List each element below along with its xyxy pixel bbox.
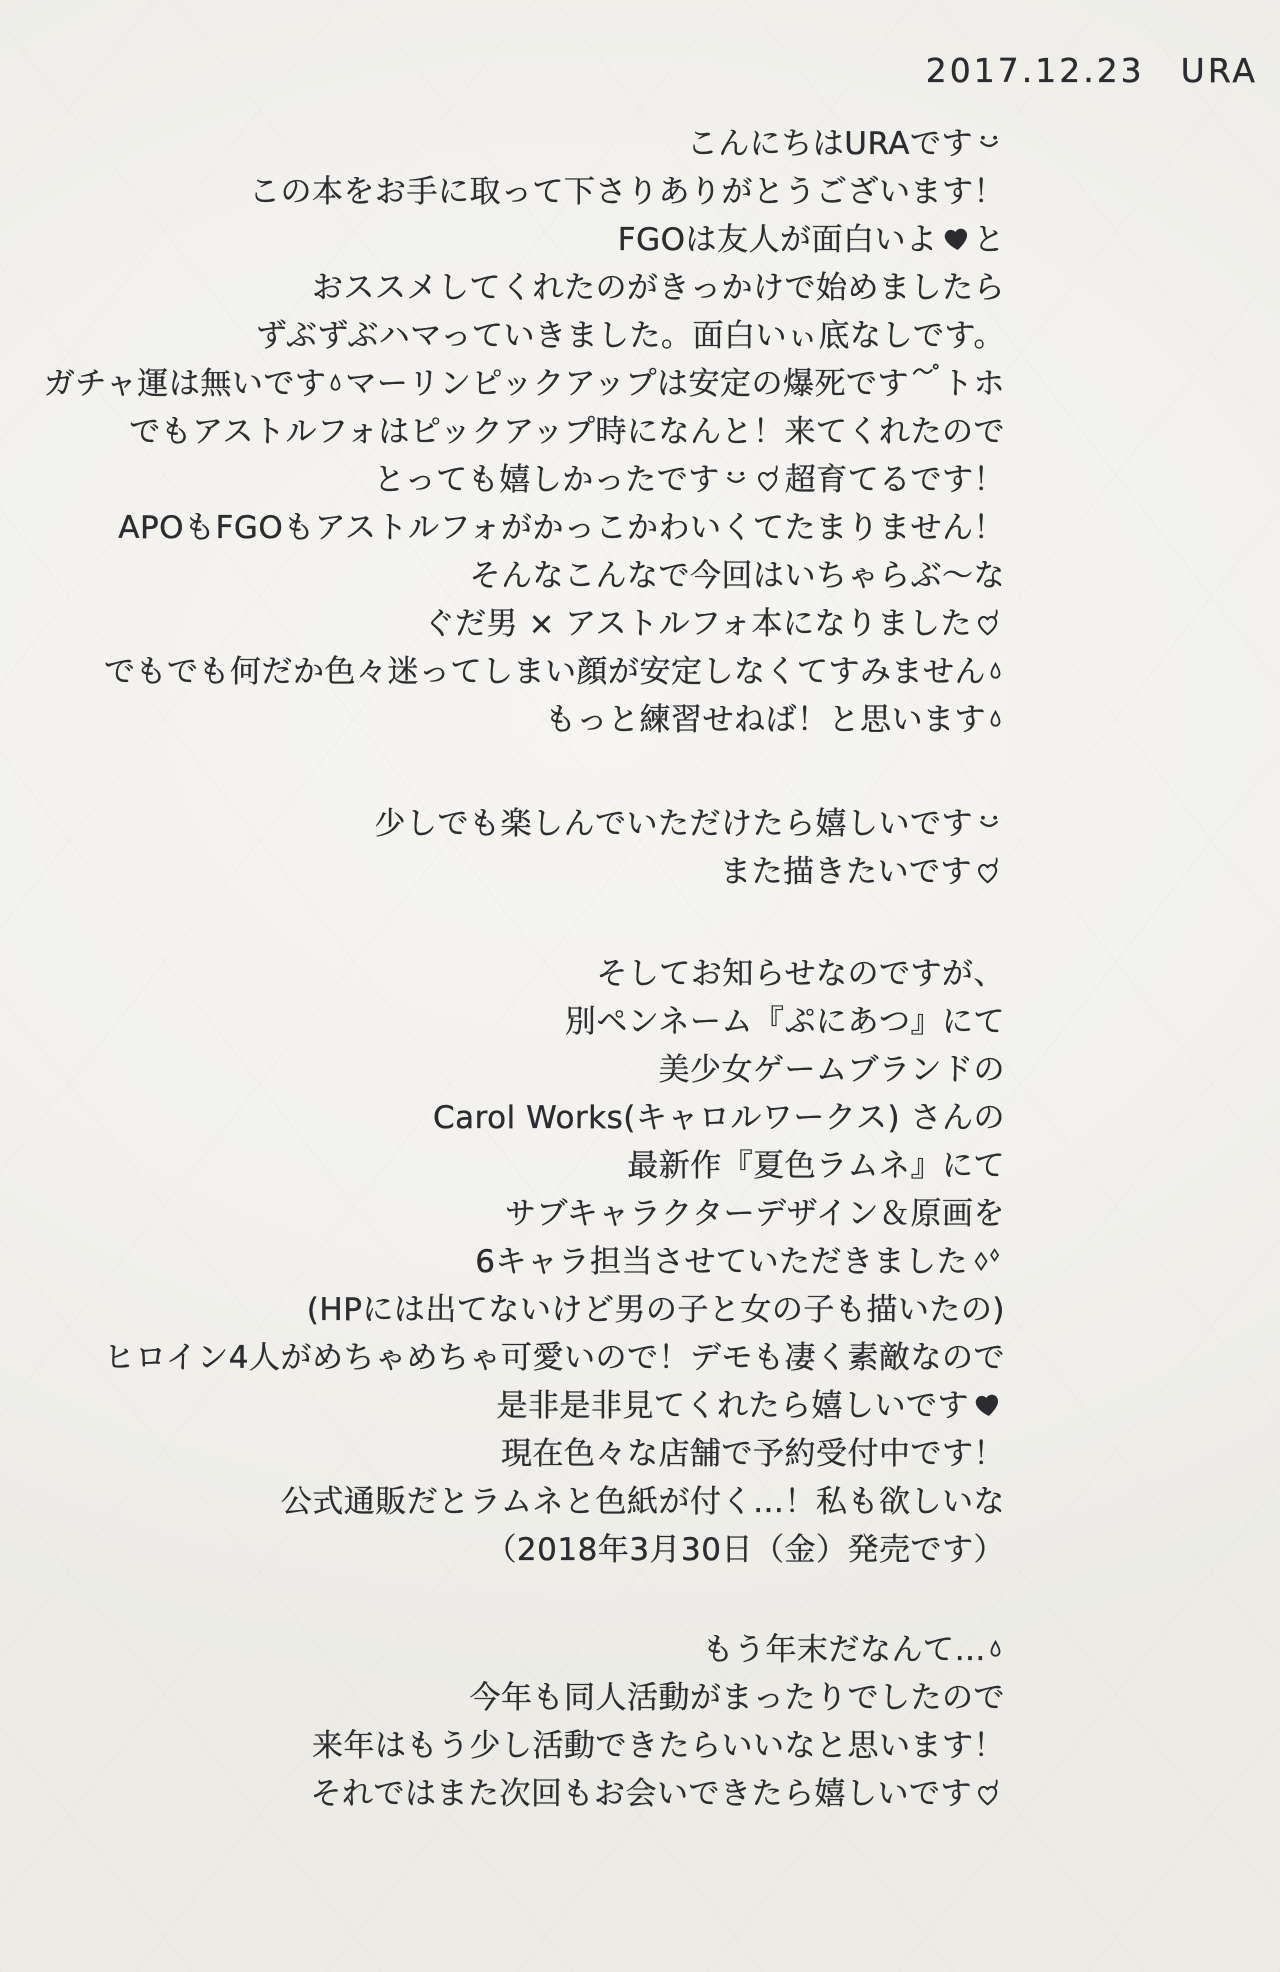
text-run: また描きたいです [720, 853, 972, 890]
smiley-icon [723, 469, 749, 487]
afterword-line [55, 1042, 1005, 1090]
text-run: 別ペンネーム『ぷにあつ』にて [564, 1003, 1005, 1040]
teardrop-icon [989, 662, 1002, 680]
text-run: こんにちはURAです [686, 125, 973, 162]
text-run: と [973, 221, 1005, 258]
afterword-line [55, 946, 1005, 994]
text-run: それではまた次回もお会いできたら嬉しいです [310, 1775, 972, 1812]
text-run: FGOは友人が面白いよ [617, 221, 938, 258]
text-run: 6キャラ担当させていただきました [475, 1243, 968, 1280]
afterword-line [55, 692, 1005, 740]
afterword-line [55, 596, 1005, 644]
afterword-line [55, 644, 1005, 692]
sparkle-diamonds-icon [971, 1247, 1002, 1274]
heart-note-icon [975, 857, 1002, 886]
signature: 2017.12.23 URA [925, 50, 1258, 90]
heart-scribble-icon [971, 1389, 1004, 1419]
text-run: サブキャラクターデザイン＆原画を [505, 1195, 1005, 1232]
text-run: 美少女ゲームブランドの [658, 1051, 1005, 1088]
text-run: (HPには出てないけど男の子と女の子も描いたの) [306, 1291, 1005, 1328]
text-run: そしてお知らせなのですが、 [596, 955, 1005, 992]
text-run: Carol Works(キャロルワークス) さんの [432, 1099, 1005, 1136]
sweat-squiggle-icon [912, 363, 939, 379]
afterword-line [55, 500, 1005, 548]
heart-scribble-icon [939, 223, 972, 253]
text-run: もう年末だなんて… [702, 1631, 986, 1668]
text-run: 来年はもう少し活動できたらいいなと思います！ [312, 1727, 1005, 1764]
afterword-line [55, 1522, 1005, 1570]
afterword-line [55, 844, 1005, 892]
text-run: この本をお手に取って下さりありがとうございます！ [249, 173, 1005, 210]
teardrop-icon [329, 374, 342, 392]
text-run: そんなこんなで今回はいちゃらぶ～な [469, 557, 1005, 594]
afterword-line [55, 1234, 1005, 1282]
text-run: ガチャ運は無いです [43, 365, 327, 402]
afterword-line [55, 1718, 1005, 1766]
text-run: 今年も同人活動がまったりでしたので [469, 1679, 1005, 1716]
afterword-line [55, 1090, 1005, 1138]
text-run: 少しでも楽しんでいただけたら嬉しいです [374, 805, 973, 842]
afterword-line [55, 1330, 1005, 1378]
text-run: おススメしてくれたのがきっかけで始めましたら [312, 269, 1005, 306]
text-run: ぐだ男 × アストルフォ本になりました [423, 605, 972, 642]
afterword-line [55, 1186, 1005, 1234]
text-run: ずぶずぶハマっていきました。面白いぃ底なしです。 [255, 317, 1005, 354]
text-run: 最新作『夏色ラムネ』にて [627, 1147, 1005, 1184]
text-run: 公式通販だとラムネと色紙が付く…！私も欲しいな [280, 1483, 1005, 1520]
afterword-text-block [43, 116, 1005, 1814]
afterword-line [55, 1378, 1005, 1426]
afterword-line [43, 356, 1005, 404]
afterword-line [55, 548, 1005, 596]
text-run: APOもFGOもアストルフォがかっこかわいくてたまりません！ [118, 509, 1005, 546]
smiley-icon [976, 133, 1002, 151]
heart-note-icon [975, 1779, 1002, 1808]
text-run: ヒロイン4人がめちゃめちゃ可愛いので！デモも凄く素敵なので [103, 1339, 1005, 1376]
text-run: トホ [942, 365, 1005, 402]
afterword-line [55, 260, 1005, 308]
teardrop-icon [989, 1640, 1002, 1658]
afterword-line [55, 1766, 1005, 1814]
afterword-line [55, 1474, 1005, 1522]
afterword-paragraph [43, 116, 1005, 740]
afterword-line [55, 796, 1005, 844]
afterword-line [55, 1282, 1005, 1330]
text-run: でもでも何だか色々迷ってしまい顔が安定しなくてすみません [104, 653, 986, 690]
afterword-line [55, 404, 1005, 452]
afterword-paragraph [55, 796, 1005, 892]
text-run: マーリンピックアップは安定の爆死です [345, 365, 909, 402]
scanned-afterword-page [0, 44, 1280, 1972]
text-run: 現在色々な店舗で予約受付中です！ [501, 1435, 1005, 1472]
afterword-line [55, 1622, 1005, 1670]
text-run: もっと練習せねば！と思います [545, 701, 986, 738]
afterword-line [55, 164, 1005, 212]
afterword-line [55, 1426, 1005, 1474]
afterword-line [55, 1670, 1005, 1718]
afterword-line [55, 212, 1005, 260]
afterword-line [55, 308, 1005, 356]
afterword-paragraph [55, 1622, 1005, 1814]
afterword-paragraph [55, 946, 1005, 1570]
text-run: 是非是非見てくれたら嬉しいです [496, 1387, 969, 1424]
afterword-line [55, 994, 1005, 1042]
afterword-line [55, 116, 1005, 164]
text-run: （2018年3月30日（金）発売です） [485, 1531, 1005, 1568]
heart-note-icon [755, 465, 782, 494]
text-run: でもアストルフォはピックアップ時になんと！来てくれたので [129, 413, 1005, 450]
teardrop-icon [989, 710, 1002, 728]
text-run: 超育てるです！ [784, 461, 1005, 498]
text-run: とっても嬉しかったです [373, 461, 720, 498]
smiley-icon [976, 813, 1002, 831]
afterword-line [55, 1138, 1005, 1186]
afterword-line [55, 452, 1005, 500]
heart-note-icon [975, 609, 1002, 638]
